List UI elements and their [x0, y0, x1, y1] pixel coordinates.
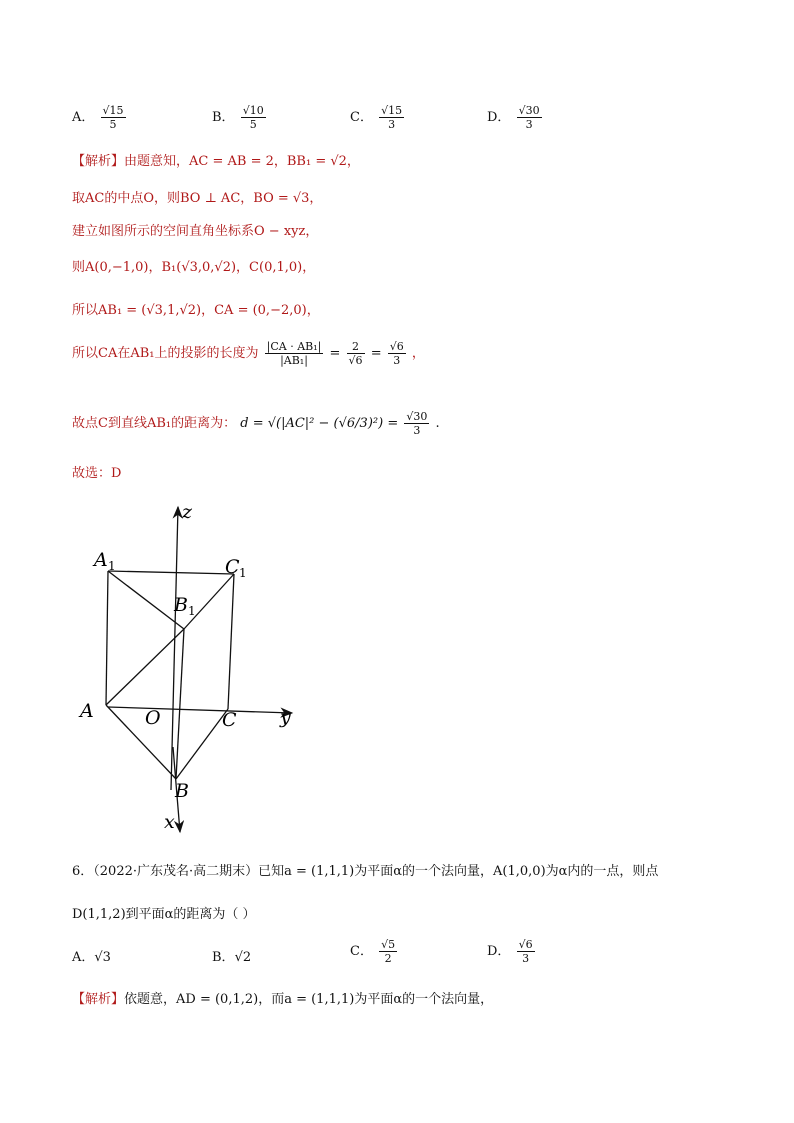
analysis-line-1 — [72, 150, 360, 169]
edge-ab — [106, 705, 176, 779]
label-a: A — [80, 700, 94, 722]
label-y: y — [280, 706, 291, 728]
distance-text: 故点C到直线AB₁的距离为： — [72, 416, 237, 431]
analysis-line-5: 所以AB₁ = (√3,1,√2)，CA = (0,−2,0)， — [72, 303, 320, 318]
q5-option-b — [212, 104, 268, 131]
label-c1-subscript: 1 — [239, 566, 247, 580]
fraction-denominator: 3 — [522, 952, 530, 965]
analysis-tag: 【解析】 — [72, 154, 125, 169]
analysis-tag: 【解析】 — [72, 992, 125, 1007]
analysis-line-6 — [72, 340, 425, 367]
fraction-numerator: √15 — [381, 104, 403, 117]
fraction-numerator: √10 — [242, 104, 264, 117]
equals-sign: = — [329, 346, 341, 361]
option-fraction — [517, 938, 535, 965]
fraction-denominator: 3 — [413, 424, 421, 437]
y-axis — [108, 707, 292, 713]
q6-option-c — [350, 938, 399, 965]
fraction-denominator: |AB₁| — [280, 354, 308, 367]
option-fraction — [379, 938, 397, 965]
label-z: z — [182, 501, 193, 523]
label-o: O — [145, 707, 161, 729]
fraction-numerator: √6 — [389, 340, 404, 353]
distance-fraction — [404, 410, 429, 437]
q6-option-d — [487, 938, 537, 965]
option-letter: D． — [487, 110, 511, 125]
prism-figure — [70, 495, 330, 840]
q6-stem-line-1: 6．（2022·广东茂名·高二期末）已知a = (1,1,1)为平面α的一个法向量，A(1,0,0)为α内的一点，则点 — [72, 864, 659, 879]
fraction-denominator: 3 — [388, 118, 396, 131]
option-letter: B． — [212, 950, 235, 965]
z-axis — [171, 507, 178, 790]
projection-fraction-3 — [388, 340, 406, 367]
edge-c1c — [228, 574, 234, 709]
option-fraction — [101, 104, 126, 131]
edge-c1b1 — [184, 574, 234, 629]
fraction-numerator: √5 — [381, 938, 396, 951]
prism-diagram — [70, 495, 330, 840]
edge-a1b1 — [108, 571, 184, 629]
q6-option-b — [212, 946, 251, 965]
q5-option-a — [72, 104, 128, 131]
q5-option-d — [487, 104, 544, 131]
option-fraction — [379, 104, 404, 131]
label-a1: A — [94, 549, 108, 571]
fraction-numerator: √30 — [518, 104, 540, 117]
projection-fraction — [265, 340, 324, 367]
label-b1: B — [174, 594, 188, 616]
line-end: . — [435, 416, 440, 431]
option-letter: D． — [487, 944, 511, 959]
distance-formula: d = √(|AC|² − (√6/3)²) = — [240, 416, 399, 431]
answer-line: 故选：D — [72, 466, 122, 481]
fraction-numerator: |CA · AB₁| — [266, 340, 322, 353]
equals-sign: = — [370, 346, 382, 361]
analysis-line-7 — [72, 410, 440, 437]
analysis-line-2: 取AC的中点O，则BO ⊥ AC，BO = √3， — [72, 191, 323, 206]
option-letter: C． — [350, 944, 373, 959]
option-value: √3 — [94, 950, 111, 965]
q6-analysis-line — [72, 988, 493, 1007]
q5-option-c — [350, 104, 406, 131]
line-end: ， — [411, 346, 425, 361]
fraction-numerator: √15 — [102, 104, 124, 117]
label-b1-subscript: 1 — [188, 604, 196, 618]
label-c1: C — [225, 556, 240, 578]
label-b: B — [175, 780, 189, 802]
fraction-denominator: 3 — [525, 118, 533, 131]
fraction-numerator: 2 — [347, 340, 365, 354]
analysis-text: 依题意，AD = (0,1,2)，而a = (1,1,1)为平面α的一个法向量， — [124, 992, 494, 1007]
segment-ab1 — [106, 629, 184, 705]
option-letter: C． — [350, 110, 373, 125]
analysis-line-3: 建立如图所示的空间直角坐标系O − xyz， — [72, 224, 319, 239]
edge-b1b — [176, 629, 184, 779]
option-letter: A． — [72, 110, 95, 125]
fraction-denominator: √6 — [348, 354, 363, 367]
q6-option-a — [72, 946, 111, 965]
fraction-numerator: √6 — [518, 938, 533, 951]
label-x: x — [164, 811, 175, 833]
fraction-numerator: √30 — [406, 410, 428, 423]
q6-stem-line-2: D(1,1,2)到平面α的距离为（ ） — [72, 907, 256, 922]
edge-a1a — [106, 571, 108, 705]
edge-a1c1 — [108, 571, 234, 574]
option-fraction — [241, 104, 266, 131]
label-a1-subscript: 1 — [108, 559, 116, 573]
analysis-line-4: 则A(0,−1,0)，B₁(√3,0,√2)，C(0,1,0)， — [72, 260, 316, 275]
projection-fraction-2 — [347, 340, 365, 367]
option-fraction — [517, 104, 542, 131]
fraction-denominator: 3 — [393, 354, 401, 367]
option-value: √2 — [234, 950, 252, 965]
projection-text: 所以CA在AB₁上的投影的长度为 — [72, 346, 259, 361]
option-letter: A． — [72, 950, 95, 965]
fraction-denominator: 2 — [384, 952, 392, 965]
analysis-text: 由题意知，AC = AB = 2，BB₁ = √2， — [124, 154, 360, 169]
fraction-denominator: 5 — [249, 118, 257, 131]
fraction-denominator: 5 — [109, 118, 117, 131]
edge-cb — [176, 709, 228, 779]
option-letter: B． — [212, 110, 235, 125]
label-c: C — [222, 709, 237, 731]
